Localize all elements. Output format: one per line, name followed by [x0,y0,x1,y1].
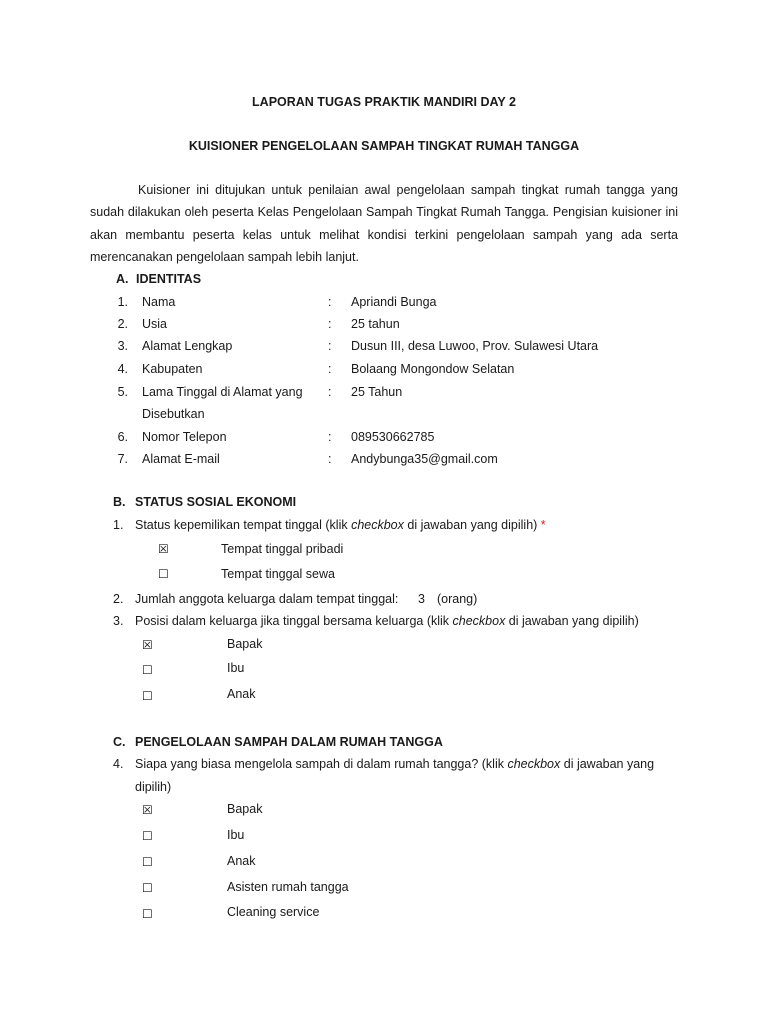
question-1-text: Status kepemilikan tempat tinggal (klik checkbox di jawaban yang dipilih) * [135,518,546,532]
option-label: Anak [227,854,256,868]
identity-label-lama-tinggal: Lama Tinggal di Alamat yang [142,385,303,399]
identity-label-usia: Usia [142,317,168,331]
checkbox-empty-icon[interactable]: ☐ [142,829,153,843]
identity-label-telepon: Nomor Telepon [142,430,227,444]
document-title: LAPORAN TUGAS PRAKTIK MANDIRI DAY 2 [252,95,516,109]
section-b-heading: STATUS SOSIAL EKONOMI [135,495,297,509]
question-number: 4. [113,757,124,771]
identity-colon: : [328,339,332,353]
identity-row-number: 2. [117,317,128,331]
option-label: Bapak [227,637,263,651]
identity-colon: : [328,317,332,331]
option-label: Tempat tinggal sewa [221,567,335,581]
identity-label-lama-tinggal-line2: Disebutkan [142,407,205,421]
identity-colon: : [328,430,332,444]
identity-row-number: 4. [117,362,128,376]
identity-value-nama: Apriandi Bunga [351,295,437,309]
identity-value-email: Andybunga35@gmail.com [351,452,498,466]
option-label: Anak [227,687,256,701]
checkbox-checked-icon[interactable]: ☒ [142,803,153,817]
option-label: Cleaning service [227,905,320,919]
intro-paragraph [90,179,678,269]
identity-row-number: 6. [117,430,128,444]
identity-label-nama: Nama [142,295,176,309]
checkbox-checked-icon[interactable]: ☒ [158,542,169,556]
identity-colon: : [328,452,332,466]
identity-value-usia: 25 tahun [351,317,400,331]
section-c-heading: PENGELOLAAN SAMPAH DALAM RUMAH TANGGA [135,735,443,749]
option-label: Bapak [227,802,263,816]
section-a-letter: A. [116,272,129,286]
identity-row-number: 3. [117,339,128,353]
section-a-heading: IDENTITAS [136,272,202,286]
intro-text: Kuisioner ini ditujukan untuk penilaian awal pengelolaan sampah tingkat rumah tangga yang sudah dilakukan oleh peserta Kelas Pengelolaan Sampah Tingkat Rumah Tangga. Pengisian kuisioner ini akan membantu peserta kelas untuk melihat kondisi terkini pengelolaan sampah yang ada serta merencanakan pengelolaan sampah lebih lanjut. [90,183,678,265]
identity-colon: : [328,295,332,309]
checkbox-empty-icon[interactable]: ☐ [142,663,153,677]
identity-value-telepon: 089530662785 [351,430,435,444]
question-3-text: Posisi dalam keluarga jika tinggal bersama keluarga (klik checkbox di jawaban yang dipilih) [135,614,639,628]
checkbox-empty-icon[interactable]: ☐ [158,567,169,581]
option-label: Ibu [227,661,245,675]
question-number: 2. [113,592,124,606]
checkbox-empty-icon[interactable]: ☐ [142,689,153,703]
option-label: Ibu [227,828,245,842]
identity-value-lama-tinggal: 25 Tahun [351,385,403,399]
identity-value-alamat: Dusun III, desa Luwoo, Prov. Sulawesi Utara [351,339,599,353]
checkbox-empty-icon[interactable]: ☐ [142,881,153,895]
identity-colon: : [328,362,332,376]
checkbox-empty-icon[interactable]: ☐ [142,907,153,921]
document-subtitle: KUISIONER PENGELOLAAN SAMPAH TINGKAT RUMAH TANGGA [188,139,580,153]
identity-row-number: 1. [117,295,128,309]
identity-row-number: 7. [117,452,128,466]
identity-label-alamat: Alamat Lengkap [142,339,233,353]
question-number: 1. [113,518,124,532]
checkbox-empty-icon[interactable]: ☐ [142,855,153,869]
identity-colon: : [328,385,332,399]
question-4-text-line2: dipilih) [135,780,172,794]
identity-row-number: 5. [117,385,128,399]
option-label: Tempat tinggal pribadi [221,542,344,556]
question-2-answer[interactable]: 3 [418,592,425,606]
identity-value-kabupaten: Bolaang Mongondow Selatan [351,362,515,376]
question-2-unit: (orang) [437,592,478,606]
section-c-letter: C. [113,735,126,749]
section-b-letter: B. [113,495,126,509]
identity-label-kabupaten: Kabupaten [142,362,203,376]
checkbox-checked-icon[interactable]: ☒ [142,638,153,652]
question-2-text: Jumlah anggota keluarga dalam tempat tinggal: [135,592,399,606]
question-number: 3. [113,614,124,628]
required-asterisk: * [540,518,546,532]
identity-label-email: Alamat E-mail [142,452,220,466]
option-label: Asisten rumah tangga [227,880,349,894]
question-4-text: Siapa yang biasa mengelola sampah di dalam rumah tangga? (klik checkbox di jawaban yang [135,757,655,771]
